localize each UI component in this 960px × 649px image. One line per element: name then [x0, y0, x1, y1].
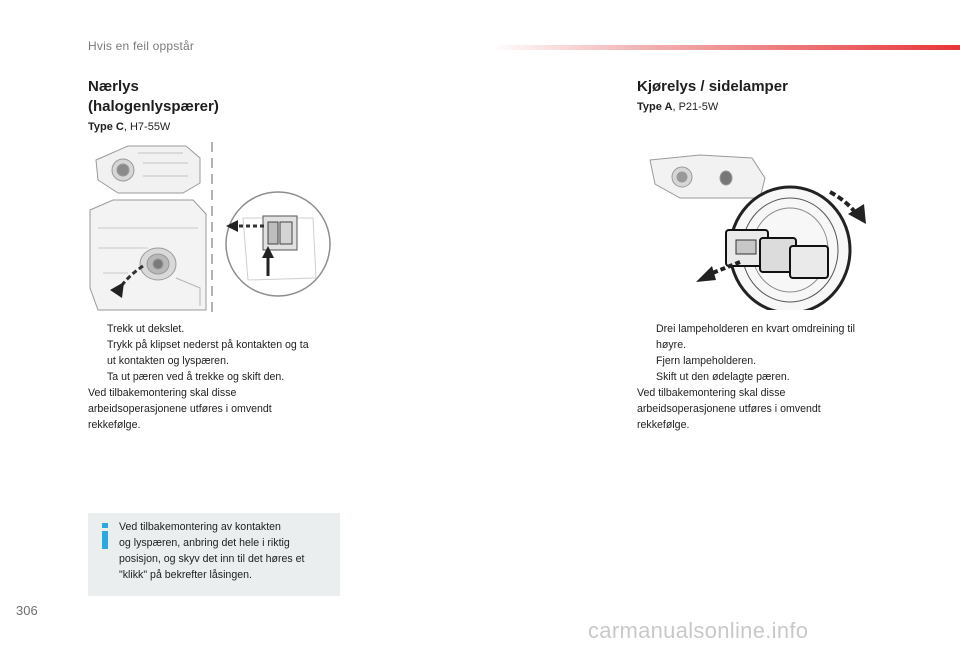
right-instructions: [637, 321, 897, 433]
info-text: Ved tilbakemontering av kontakten og lyspæren, anbring det hele i riktig posisjon, og skyv det inn til det høres et "klikk" på bekrefter låsingen.: [119, 521, 305, 581]
left-heading: [88, 77, 219, 117]
right-type-spec: [637, 101, 718, 113]
right-type-label: Type A: [637, 101, 673, 113]
left-step-2: Trykk på klipset nederst på kontakten og ta ut kontakten og lyspæren.: [107, 339, 309, 367]
headlamp-bulb-illustration: [88, 138, 338, 318]
right-closing-note: Ved tilbakemontering skal disse arbeidsoperasjonene utføres i omvendt rekkefølge.: [637, 387, 821, 431]
header-accent-bar: [490, 45, 960, 50]
left-type-value: , H7-55W: [123, 121, 171, 133]
watermark: carmanualsonline.info: [588, 618, 809, 643]
left-type-label: Type C: [88, 121, 124, 133]
right-step-1: Drei lampeholderen en kvart omdreining til høyre.: [656, 323, 856, 351]
right-heading: Kjørelys / sidelamper: [637, 78, 788, 95]
section-title: Hvis en feil oppstår: [88, 39, 195, 53]
left-step-3: Ta ut pæren ved å trekke og skift den.: [107, 371, 285, 383]
page-number: 306: [16, 603, 38, 618]
right-step-3: Skift ut den ødelagte pæren.: [656, 371, 790, 383]
right-type-value: , P21-5W: [672, 101, 719, 113]
left-heading-line1: Nærlys: [88, 78, 139, 95]
left-heading-line2: (halogenlyspærer): [88, 98, 219, 115]
left-instructions: [88, 321, 348, 433]
info-icon: [99, 523, 111, 549]
left-closing-note: Ved tilbakemontering skal disse arbeidsoperasjonene utføres i omvendt rekkefølge.: [88, 387, 272, 431]
right-step-2: Fjern lampeholderen.: [656, 355, 757, 367]
sidelamp-holder-illustration: [640, 150, 880, 310]
left-type-spec: [88, 121, 170, 133]
left-step-1: Trekk ut dekslet.: [107, 323, 185, 335]
info-box: [88, 513, 340, 596]
